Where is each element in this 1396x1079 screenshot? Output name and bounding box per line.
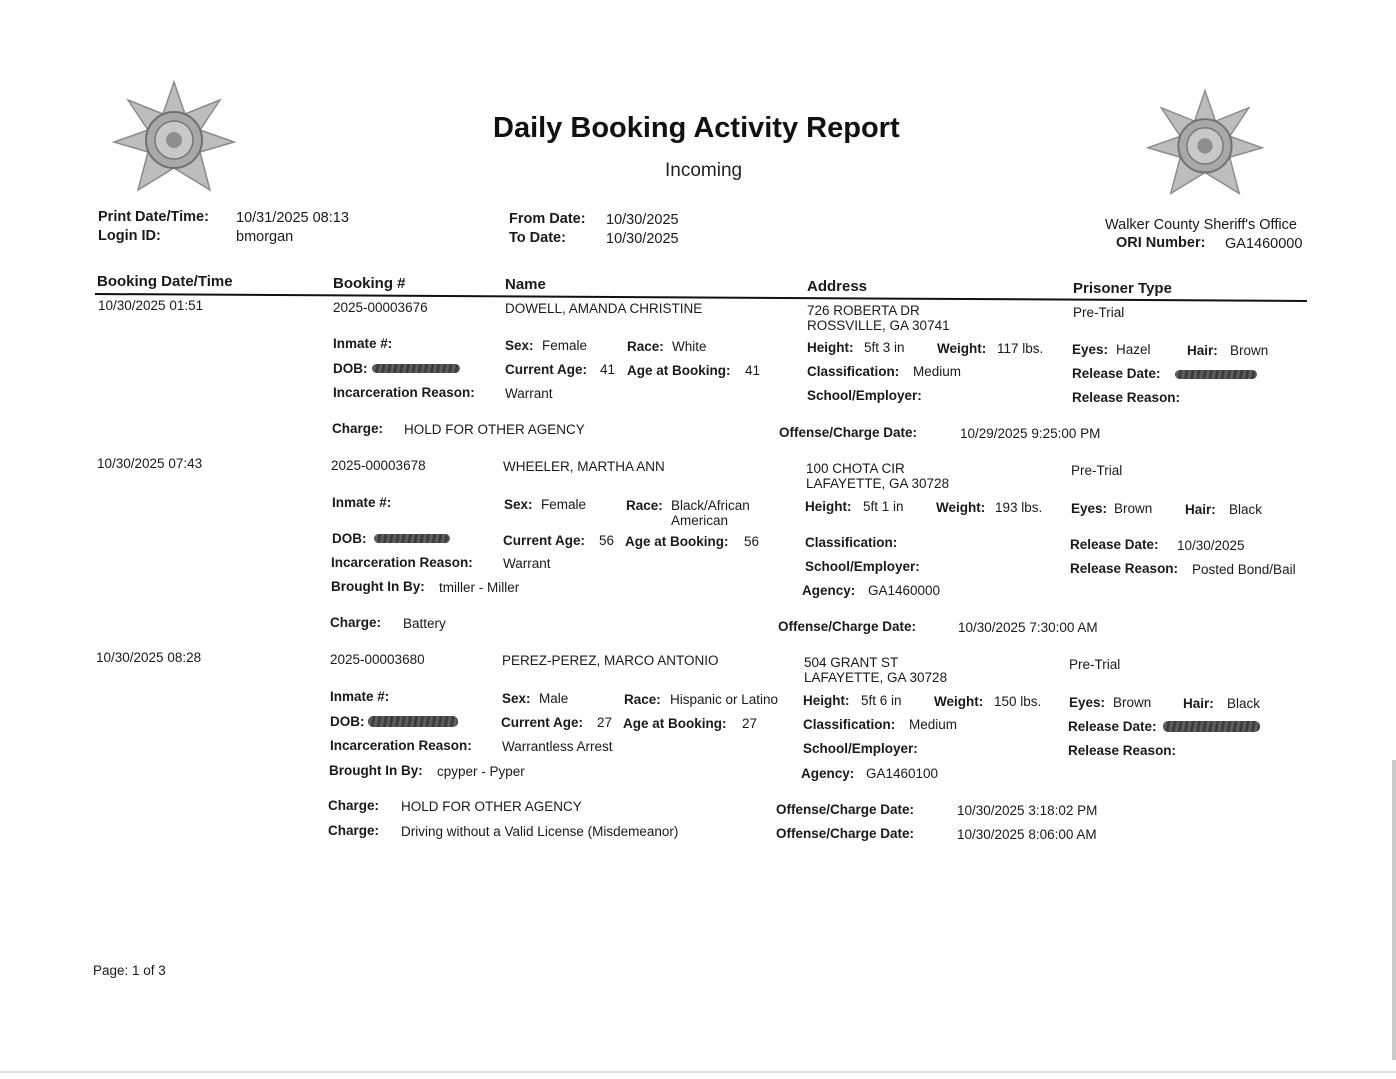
- booking-datetime: 10/30/2025 07:43: [97, 456, 203, 471]
- age-at-booking-label: Age at Booking:: [627, 363, 731, 378]
- charge-value: HOLD FOR OTHER AGENCY: [404, 422, 585, 437]
- current-age-label: Current Age:: [503, 533, 586, 548]
- scan-bottom-edge: [0, 1071, 1396, 1073]
- dob-redaction: [372, 364, 460, 373]
- offense-date-value: 10/30/2025 7:30:00 AM: [958, 620, 1098, 635]
- hair-value: Brown: [1230, 343, 1269, 358]
- brought-in-by-value: tmiller - Miller: [439, 580, 520, 595]
- hair-label: Hair:: [1183, 696, 1214, 711]
- column-header-name: Name: [505, 276, 546, 293]
- charge-label: Charge:: [332, 421, 384, 436]
- eyes-label: Eyes:: [1072, 342, 1109, 357]
- dob-label: DOB:: [332, 531, 367, 546]
- address-line-2: LAFAYETTE, GA 30728: [806, 476, 950, 491]
- sex-label: Sex:: [502, 691, 531, 706]
- age-at-booking-value: 27: [742, 716, 758, 731]
- release-date-label: Release Date:: [1068, 719, 1157, 734]
- to-date-value: 10/30/2025: [606, 231, 679, 247]
- height-value: 5ft 6 in: [861, 693, 902, 708]
- height-label: Height:: [807, 340, 854, 355]
- scan-edge: [1392, 760, 1396, 1060]
- hair-label: Hair:: [1187, 343, 1218, 358]
- booking-number: 2025-00003680: [330, 652, 425, 667]
- address-line-1: 504 GRANT ST: [804, 655, 899, 670]
- age-at-booking-label: Age at Booking:: [625, 534, 729, 549]
- school-employer-label: School/Employer:: [805, 559, 920, 574]
- age-at-booking-label: Age at Booking:: [623, 716, 727, 731]
- inmate-name: PEREZ-PEREZ, MARCO ANTONIO: [502, 653, 719, 668]
- height-value: 5ft 1 in: [863, 499, 904, 514]
- height-label: Height:: [805, 499, 852, 514]
- report-subtitle: Incoming: [665, 160, 743, 181]
- prisoner-type: Pre-Trial: [1073, 305, 1125, 320]
- agency-value: GA1460100: [866, 766, 939, 781]
- column-header-prisoner-type: Prisoner Type: [1073, 280, 1172, 297]
- sheriff-star-badge-right: [1146, 86, 1264, 200]
- print-datetime-value: 10/31/2025 08:13: [236, 210, 349, 226]
- inmate-number-label: Inmate #:: [333, 336, 393, 351]
- eyes-value: Hazel: [1116, 342, 1151, 357]
- charge-value: HOLD FOR OTHER AGENCY: [401, 799, 582, 814]
- race-value-line-1: Black/African: [671, 498, 750, 513]
- offense-date-label: Offense/Charge Date:: [776, 802, 915, 817]
- agency-name: Walker County Sheriff's Office: [1105, 217, 1297, 233]
- sex-label: Sex:: [504, 497, 533, 512]
- ori-number-value: GA1460000: [1225, 236, 1303, 252]
- page-number: Page: 1 of 3: [93, 963, 166, 978]
- release-date-redaction: [1175, 370, 1257, 379]
- weight-value: 193 lbs.: [995, 500, 1043, 515]
- offense-date-label: Offense/Charge Date:: [778, 619, 917, 634]
- race-label: Race:: [624, 692, 661, 707]
- dob-redaction: [374, 534, 450, 543]
- offense-date-label: Offense/Charge Date:: [776, 826, 915, 841]
- release-date-label: Release Date:: [1072, 366, 1161, 381]
- hair-value: Black: [1227, 696, 1261, 711]
- from-date-value: 10/30/2025: [606, 212, 679, 228]
- incarceration-reason-label: Incarceration Reason:: [333, 385, 475, 400]
- charge-label: Charge:: [330, 615, 382, 630]
- release-reason-label: Release Reason:: [1072, 390, 1181, 405]
- prisoner-type: Pre-Trial: [1069, 657, 1121, 672]
- classification-label: Classification:: [807, 364, 900, 379]
- to-date-label: To Date:: [509, 230, 566, 246]
- race-value-line-2: American: [671, 513, 729, 528]
- eyes-value: Brown: [1113, 695, 1152, 710]
- offense-date-value: 10/30/2025 3:18:02 PM: [957, 803, 1098, 818]
- sex-label: Sex:: [505, 338, 534, 353]
- current-age-value: 27: [597, 715, 613, 730]
- incarceration-reason-label: Incarceration Reason:: [330, 738, 472, 753]
- current-age-value: 41: [600, 362, 616, 377]
- charge-label: Charge:: [328, 798, 380, 813]
- charge-value: Driving without a Valid License (Misdemeanor): [401, 824, 679, 839]
- weight-label: Weight:: [934, 694, 984, 709]
- inmate-number-label: Inmate #:: [330, 689, 390, 704]
- weight-value: 117 lbs.: [997, 341, 1044, 356]
- weight-label: Weight:: [936, 500, 986, 515]
- current-age-label: Current Age:: [505, 362, 588, 377]
- dob-label: DOB:: [333, 361, 368, 376]
- race-label: Race:: [627, 339, 664, 354]
- agency-value: GA1460000: [868, 583, 941, 598]
- charge-label: Charge:: [328, 823, 380, 838]
- column-header-address: Address: [807, 278, 868, 295]
- booking-datetime: 10/30/2025 08:28: [96, 650, 202, 665]
- address-line-2: ROSSVILLE, GA 30741: [807, 318, 950, 333]
- hair-label: Hair:: [1185, 502, 1216, 517]
- school-employer-label: School/Employer:: [803, 741, 918, 756]
- login-id-value: bmorgan: [236, 229, 294, 245]
- offense-date-value: 10/30/2025 8:06:00 AM: [957, 827, 1097, 842]
- age-at-booking-value: 56: [744, 534, 760, 549]
- brought-in-by-value: cpyper - Pyper: [437, 764, 525, 779]
- release-date-value: 10/30/2025: [1177, 538, 1245, 553]
- race-label: Race:: [626, 498, 663, 513]
- address-line-1: 726 ROBERTA DR: [807, 303, 920, 318]
- address-line-2: LAFAYETTE, GA 30728: [804, 670, 948, 685]
- agency-label: Agency:: [801, 766, 855, 781]
- brought-in-by-label: Brought In By:: [331, 579, 425, 594]
- hair-value: Black: [1229, 502, 1263, 517]
- login-id-label: Login ID:: [98, 228, 161, 244]
- column-header-booking-number: Booking #: [333, 275, 406, 292]
- eyes-value: Brown: [1114, 501, 1153, 516]
- sheriff-star-badge-left: [112, 80, 236, 194]
- offense-date-label: Offense/Charge Date:: [779, 425, 918, 440]
- brought-in-by-label: Brought In By:: [329, 763, 423, 778]
- current-age-label: Current Age:: [501, 715, 584, 730]
- inmate-name: WHEELER, MARTHA ANN: [503, 459, 665, 474]
- charge-value: Battery: [403, 616, 446, 631]
- print-datetime-label: Print Date/Time:: [98, 209, 209, 225]
- weight-label: Weight:: [937, 341, 987, 356]
- release-date-redaction: [1163, 721, 1260, 732]
- incarceration-reason-value: Warrantless Arrest: [502, 739, 613, 754]
- booking-number: 2025-00003678: [331, 458, 426, 473]
- offense-date-value: 10/29/2025 9:25:00 PM: [960, 426, 1101, 441]
- sex-value: Female: [542, 338, 588, 353]
- address-line-1: 100 CHOTA CIR: [806, 461, 905, 476]
- booking-datetime: 10/30/2025 01:51: [98, 298, 204, 313]
- inmate-number-label: Inmate #:: [332, 495, 392, 510]
- release-reason-label: Release Reason:: [1070, 561, 1179, 576]
- dob-redaction: [368, 716, 458, 727]
- eyes-label: Eyes:: [1071, 501, 1108, 516]
- booking-number: 2025-00003676: [333, 300, 428, 315]
- classification-value: Medium: [913, 364, 962, 379]
- sex-value: Female: [541, 497, 587, 512]
- school-employer-label: School/Employer:: [807, 388, 922, 403]
- release-reason-value: Posted Bond/Bail: [1192, 562, 1296, 577]
- sex-value: Male: [539, 691, 569, 706]
- race-value: Hispanic or Latino: [670, 692, 779, 707]
- ori-number-label: ORI Number:: [1116, 235, 1206, 251]
- eyes-label: Eyes:: [1069, 695, 1106, 710]
- inmate-name: DOWELL, AMANDA CHRISTINE: [505, 301, 703, 316]
- agency-label: Agency:: [802, 583, 856, 598]
- from-date-label: From Date:: [509, 211, 586, 227]
- race-value: White: [672, 339, 707, 354]
- classification-label: Classification:: [805, 535, 898, 550]
- column-header-booking-datetime: Booking Date/Time: [97, 273, 233, 290]
- incarceration-reason-value: Warrant: [503, 556, 551, 571]
- current-age-value: 56: [599, 533, 615, 548]
- incarceration-reason-value: Warrant: [505, 386, 553, 401]
- classification-value: Medium: [909, 717, 958, 732]
- height-value: 5ft 3 in: [864, 340, 905, 355]
- prisoner-type: Pre-Trial: [1071, 463, 1123, 478]
- dob-label: DOB:: [330, 714, 365, 729]
- incarceration-reason-label: Incarceration Reason:: [331, 555, 473, 570]
- release-date-label: Release Date:: [1070, 537, 1159, 552]
- weight-value: 150 lbs.: [994, 694, 1042, 709]
- classification-label: Classification:: [803, 717, 896, 732]
- age-at-booking-value: 41: [745, 363, 761, 378]
- height-label: Height:: [803, 693, 850, 708]
- report-title: Daily Booking Activity Report: [493, 112, 900, 144]
- release-reason-label: Release Reason:: [1068, 743, 1177, 758]
